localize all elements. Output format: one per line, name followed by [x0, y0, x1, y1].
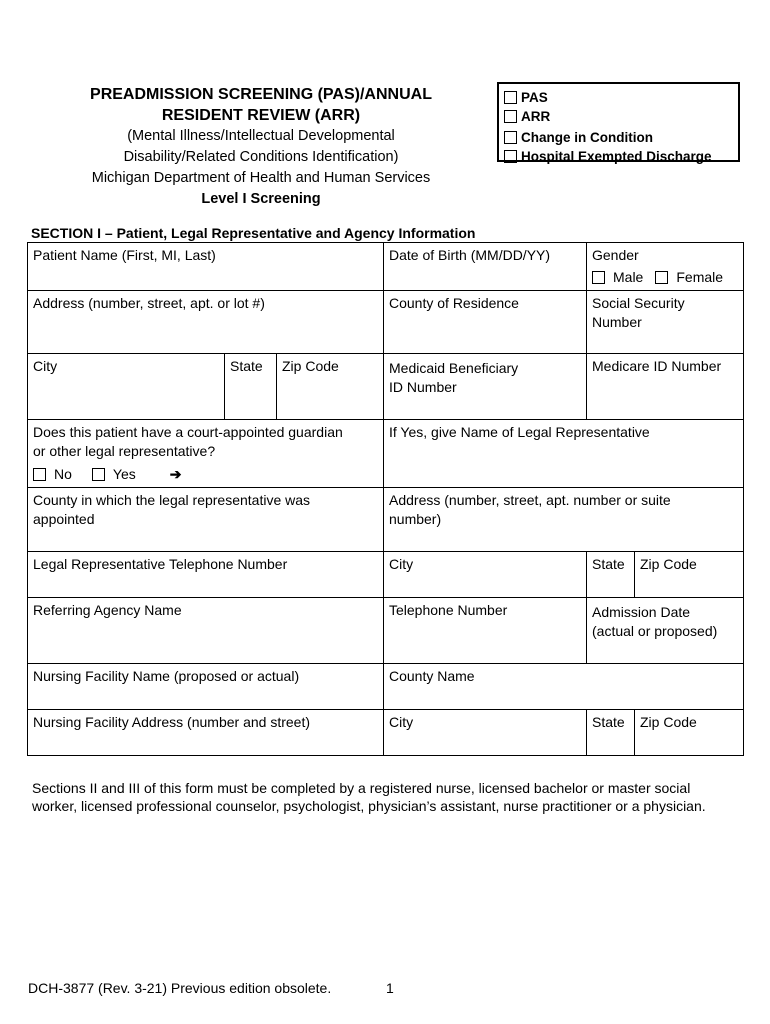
form-subtitle-line1: (Mental Illness/Intellectual Developmental: [127, 128, 395, 144]
screening-type-box: [497, 82, 740, 162]
rep-phone-label: Legal Representative Telephone Number: [33, 556, 288, 572]
agency-phone-field[interactable]: [384, 598, 587, 664]
screening-level: Level I Screening: [201, 191, 321, 207]
rep-zip-field[interactable]: [635, 552, 744, 598]
completion-note: Sections II and III of this form must be completed by a registered nurse, licensed bachelor or master social worker, licensed professional counselor, psychologist, physician’s assistant, nurse practitioner or a physician.: [32, 780, 706, 814]
page-number: 1: [386, 980, 394, 996]
nf-city-label: City: [389, 714, 414, 730]
female-checkbox[interactable]: [655, 271, 668, 284]
nf-name-field[interactable]: [28, 664, 384, 710]
type-option-arr: [504, 107, 738, 126]
address-field[interactable]: [28, 291, 384, 354]
city-field[interactable]: [28, 354, 225, 420]
county-appointed-line1: County in which the legal representative was: [33, 492, 311, 508]
nf-zip-label: Zip Code: [640, 714, 697, 730]
medicare-label: Medicare ID Number: [592, 358, 722, 374]
type-option-hospital: [504, 147, 738, 166]
admission-label-line2: (actual or proposed): [592, 623, 718, 639]
patient-name-field[interactable]: [28, 243, 384, 291]
agency-name-field[interactable]: [28, 598, 384, 664]
zip-label: Zip Code: [282, 358, 339, 374]
form-title-line2: RESIDENT REVIEW (ARR): [161, 107, 361, 124]
ssn-label-line2: Number: [592, 314, 642, 330]
nf-city-field[interactable]: [384, 710, 587, 756]
legal-rep-name-label: If Yes, give Name of Legal Representative: [389, 424, 650, 440]
medicaid-id-field[interactable]: [384, 354, 587, 420]
guardian-question-line1: Does this patient have a court-appointed guardian: [33, 424, 343, 440]
pas-label: PAS: [521, 90, 548, 105]
form-title-line1: PREADMISSION SCREENING (PAS)/ANNUAL: [90, 86, 432, 103]
city-label: City: [33, 358, 58, 374]
guardian-no-checkbox[interactable]: [33, 468, 46, 481]
dob-field[interactable]: [384, 243, 587, 291]
type-option-pas: [504, 88, 738, 107]
hospital-exempted-label: Hospital Exempted Discharge: [521, 149, 712, 164]
rep-state-field[interactable]: [587, 552, 635, 598]
dob-label: Date of Birth (MM/DD/YY): [389, 247, 551, 263]
legal-rep-name-field[interactable]: [384, 420, 744, 488]
rep-address-field[interactable]: [384, 488, 744, 552]
nf-address-label: Nursing Facility Address (number and street): [33, 714, 310, 730]
rep-phone-field[interactable]: [28, 552, 384, 598]
change-in-condition-checkbox[interactable]: [504, 131, 517, 144]
gender-label: Gender: [592, 247, 639, 263]
state-label: State: [230, 358, 263, 374]
nf-address-field[interactable]: [28, 710, 384, 756]
ssn-label-line1: Social Security: [592, 295, 685, 311]
form-header: [30, 84, 492, 210]
rep-address-line2: number): [389, 511, 442, 527]
hospital-exempted-checkbox[interactable]: [504, 150, 517, 163]
rep-city-field[interactable]: [384, 552, 587, 598]
nf-zip-field[interactable]: [635, 710, 744, 756]
type-option-change: [504, 128, 738, 147]
admission-date-field[interactable]: [587, 598, 744, 664]
rep-address-line1: Address (number, street, apt. number or suite: [389, 492, 671, 508]
guardian-question-line2: or other legal representative?: [33, 443, 216, 459]
agency-name-label: Referring Agency Name: [33, 602, 182, 618]
nf-state-label: State: [592, 714, 625, 730]
female-label: Female: [676, 269, 724, 285]
section1-table: [27, 242, 744, 756]
agency-phone-label: Telephone Number: [389, 602, 508, 618]
rep-zip-label: Zip Code: [640, 556, 697, 572]
form-subtitle-line2: Disability/Related Conditions Identification): [123, 149, 399, 165]
arr-label: ARR: [521, 109, 551, 124]
admission-label-line1: Admission Date: [592, 604, 691, 620]
county-residence-field[interactable]: [384, 291, 587, 354]
department-name: Michigan Department of Health and Human Services: [91, 170, 431, 186]
zip-field[interactable]: [277, 354, 384, 420]
guardian-yes-label: Yes: [112, 466, 136, 482]
gender-field: [587, 243, 744, 291]
rep-state-label: State: [592, 556, 625, 572]
county-appointed-line2: appointed: [33, 511, 95, 527]
ssn-field[interactable]: [587, 291, 744, 354]
nf-name-label: Nursing Facility Name (proposed or actual): [33, 668, 300, 684]
guardian-no-label: No: [54, 466, 72, 482]
county-name-field[interactable]: [384, 664, 744, 710]
male-label: Male: [613, 269, 644, 285]
county-name-label: County Name: [389, 668, 475, 684]
male-checkbox[interactable]: [592, 271, 605, 284]
arr-checkbox[interactable]: [504, 110, 517, 123]
medicaid-label-line2: ID Number: [389, 379, 457, 395]
nf-state-field[interactable]: [587, 710, 635, 756]
pas-checkbox[interactable]: [504, 91, 517, 104]
address-label: Address (number, street, apt. or lot #): [33, 295, 265, 311]
patient-name-label: Patient Name (First, MI, Last): [33, 247, 216, 263]
change-in-condition-label: Change in Condition: [521, 130, 653, 145]
form-id-footer: DCH-3877 (Rev. 3-21) Previous edition obsolete.: [28, 980, 332, 996]
arrow-right-icon: ➔: [169, 466, 182, 482]
section1-title: SECTION I – Patient, Legal Representative and Agency Information: [31, 225, 476, 241]
medicaid-label-line1: Medicaid Beneficiary: [389, 360, 519, 376]
rep-city-label: City: [389, 556, 414, 572]
county-residence-label: County of Residence: [389, 295, 519, 311]
guardian-question-field: [28, 420, 384, 488]
medicare-id-field[interactable]: [587, 354, 744, 420]
guardian-yes-checkbox[interactable]: [92, 468, 105, 481]
county-appointed-field[interactable]: [28, 488, 384, 552]
state-field[interactable]: [225, 354, 277, 420]
